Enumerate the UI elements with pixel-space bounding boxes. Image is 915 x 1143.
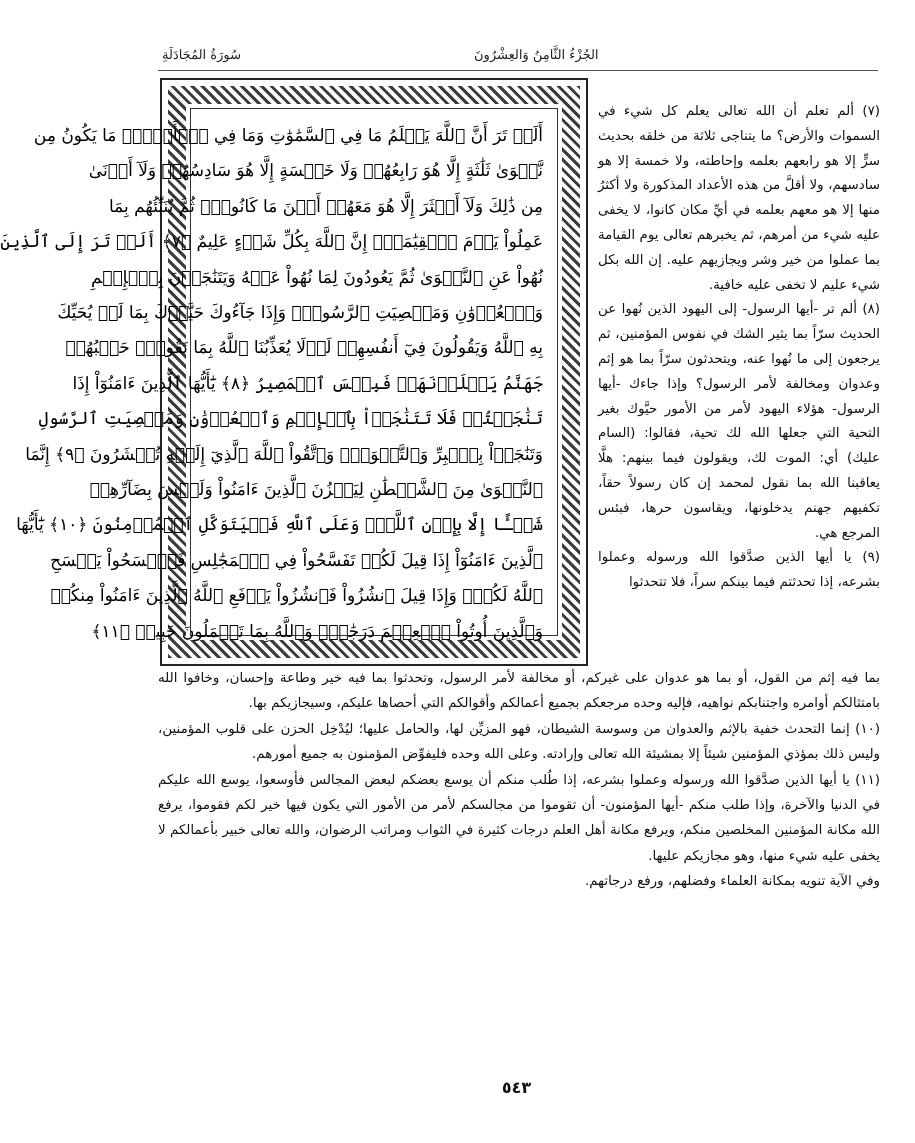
- tafsir-paragraph: وفي الآية تنويه بمكانة العلماء وفضلهم، ورفع درجاتهم.: [585, 874, 880, 890]
- quran-line: أَلَمۡ تَرَ أَنَّ ٱللَّهَ يَعۡلَمُ مَا فِي ٱلسَّمَٰوَٰتِ وَمَا فِي ٱلۡأَرۡضِۖ مَا يَكُونُ مِن: [33, 126, 543, 146]
- quran-line: نُهُواْ عَنِ ٱلنَّجۡوَىٰ ثُمَّ يَعُودُونَ لِمَا نُهُواْ عَنۡهُ وَيَتَنَٰجَوۡنَ بِٱلۡإِثۡمِ: [90, 267, 543, 288]
- quran-line: بِهِ ٱللَّهُ وَيَقُولُونَ فِيٓ أَنفُسِهِمۡ لَوۡلَا يُعَذِّبُنَا ٱللَّهُ بِمَا نَقُولُۚ حَسۡبُهُمۡ: [65, 338, 543, 359]
- quran-text-box: [0, 108, 558, 642]
- quran-line: وَٱلۡعُدۡوَٰنِ وَمَعۡصِيَتِ ٱلرَّسُولِۖ وَإِذَا جَآءُوكَ حَيَّوۡكَ بِمَا لَمۡ يُحَيِّكَ: [57, 303, 543, 324]
- juz-title: الجُزْءُ الثَّامِنُ وَالعِشْرُونَ: [474, 48, 599, 63]
- quran-frame: [0, 78, 588, 666]
- header-divider: [158, 70, 878, 71]
- quran-line: شَيۡـًٔا إِلَّا بِإِذۡنِ ٱللَّهِۚ وَعَلَى ٱللَّهِ فَلۡيَتَوَكَّلِ ٱلۡمُؤۡمِنُونَ ﴿١٠﴾ يَٰٓأَيُّهَا: [16, 515, 543, 536]
- quran-line: عَمِلُواْ يَوۡمَ ٱلۡقِيَٰمَةِۚ إِنَّ ٱللَّهَ بِكُلِّ شَيۡءٍ عَلِيمٌ ﴿٧﴾ أَلَمۡ تَرَ إِلَى ٱلَّذِينَ: [0, 232, 543, 253]
- quran-line: تَنَٰجَيۡتُمۡ فَلَا تَتَنَٰجَوۡاْ بِٱلۡإِثۡمِ وَٱلۡعُدۡوَٰنِ وَمَعۡصِيَتِ ٱلرَّسُولِ: [38, 409, 543, 430]
- quran-line: جَهَنَّمُ يَصۡلَوۡنَهَاۖ فَبِئۡسَ ٱلۡمَصِيرُ ﴿٨﴾ يَٰٓأَيُّهَا ٱلَّذِينَ ءَامَنُوٓاْ إِذَا: [72, 373, 543, 394]
- quran-line: نَّجۡوَىٰ ثَلَٰثَةٍ إِلَّا هُوَ رَابِعُهُمۡ وَلَا خَمۡسَةٍ إِلَّا هُوَ سَادِسُهُمۡ وَلَآ أَدۡنَىٰ: [88, 161, 543, 182]
- quran-line: ٱللَّهُ لَكُمۡۖ وَإِذَا قِيلَ ٱنشُزُواْ فَٱنشُزُواْ يَرۡفَعِ ٱللَّهُ ٱلَّذِينَ ءَامَنُواْ مِنكُمۡ: [50, 586, 543, 607]
- tafsir-paragraph: بما فيه إثم من القول، أو بما هو عدوان على غيركم، أو مخالفة لأمر الرسول، وتحدثوا بما فيه خير وطاعة وإحسان، وخافوا الله بامتثالكم أوامره واجتنابكم نواهيه، فإليه وحده مرجعكم بجميع أعمالكم وأقوالكم التي أحصاها عليكم، وسيجازيكم بها.: [158, 671, 880, 712]
- tafsir-paragraph: (٧) ألم تعلم أن الله تعالى يعلم كل شيء في السموات والأرض؟ ما يتناجى ثلاثة من خلقه بحديث سرٍّ إلا هو رابعهم بعلمه وإحاطته، ولا خمسة إلا هو سادسهم، ولا أقلَّ من هذه الأعداد المذكورة ولا أكثرُ منها إلا هو معهم بعلمه في أيِّ مكان كانوا، لا يخفى عليه شيء من أمرهم، ثم يخبرهم تعالى يوم القيامة بما عملوا من خير وشر ويجازيهم عليه. إن الله بكل شيء عليم لا تخفى عليه خافية.: [598, 104, 880, 293]
- tafsir-paragraph: (٩) يا أيها الذين صدَّقوا الله ورسوله وعملوا بشرعه، إذا تحدثتم فيما بينكم سراً، فلا تتحدثوا: [598, 550, 880, 591]
- tafsir-paragraph: (١١) يا أيها الذين صدَّقوا الله ورسوله وعملوا بشرعه، إذا طُلب منكم أن يوسع بعضكم لبعض المجالس فأوسعوا، يوسع الله عليكم في الدنيا والآخرة، وإذا طلب منكم -أيها المؤمنون- أن تقوموا من مجالسكم لأمر من الأمور التي يكون فيها خير لكم فقوموا، يرفع الله مكانة المؤمنين المخلصين منكم، ويرفع مكانة أهل العلم درجات كثيرة في الثواب ومراتب الرضوان، والله تعالى خبير بأعمالكم لا يخفى عليه شيء منها، وهو مجازيكم عليها.: [158, 772, 880, 864]
- quran-line: مِن ذَٰلِكَ وَلَآ أَكۡثَرَ إِلَّا هُوَ مَعَهُمۡ أَيۡنَ مَا كَانُواْۖ ثُمَّ يُنَبِّئُهُم بِمَا: [108, 196, 543, 217]
- page-number: ٥٤٣: [501, 1078, 532, 1097]
- quran-line: وَتَنَٰجَوۡاْ بِٱلۡبِرِّ وَٱلتَّقۡوَىٰۖ وَٱتَّقُواْ ٱللَّهَ ٱلَّذِيٓ إِلَيۡهِ تُحۡشَرُونَ ﴿٩﴾ إِنَّمَا: [25, 444, 543, 465]
- quran-line: ٱلنَّجۡوَىٰ مِنَ ٱلشَّيۡطَٰنِ لِيَحۡزُنَ ٱلَّذِينَ ءَامَنُواْ وَلَيۡسَ بِضَآرِّهِمۡ: [89, 480, 543, 501]
- surah-title: سُورَةُ المُجَادَلَةِ: [162, 48, 241, 63]
- tafsir-full-width: [158, 666, 880, 895]
- tafsir-side-column: [598, 100, 880, 596]
- quran-line: وَٱلَّذِينَ أُوتُواْ ٱلۡعِلۡمَ دَرَجَٰتٖۚ وَٱللَّهُ بِمَا تَعۡمَلُونَ خَبِيرٞ ﴿١١﴾: [91, 621, 543, 642]
- tafsir-paragraph: (٨) ألم تر -أيها الرسول- إلى اليهود الذين نُهوا عن الحديث سرّاً بما يثير الشك في نفوس المؤمنين، ثم يرجعون إلى ما نُهوا عنه، ويتحدثون سرّاً بما هو إثم وعدوان ومخالفة لأمر الرسول؟ وإذا جاءك -أيها الرسول- هؤلاء اليهود لأمر من الأمور حيَّوك بغير التحية التي جعلها الله لك تحية، فقالوا: (السام عليك) أي: الموت لك، ويقولون فيما بينهم: هلَّا يعاقبنا الله بما نقول لمحمد إن كان رسولاً حقاً، تكفيهم جهنم يدخلونها، ويقاسون حرها، فبئس المرجع هي.: [598, 302, 880, 541]
- tafsir-paragraph: (١٠) إنما التحدث خفية بالإثم والعدوان من وسوسة الشيطان، فهو المزيِّن لها، والحامل عليها؛ ليُدْخِل الحزن على قلوب المؤمنين، وليس ذلك بمؤذي المؤمنين شيئاً إلا بمشيئة الله تعالى وإرادته. وعلى الله وحده فليفوِّض المؤمنون به جميع أمورهم.: [158, 721, 880, 763]
- quran-line: ٱلَّذِينَ ءَامَنُوٓاْ إِذَا قِيلَ لَكُمۡ تَفَسَّحُواْ فِي ٱلۡمَجَٰلِسِ فَٱفۡسَحُواْ يَفۡسَحِ: [50, 550, 543, 571]
